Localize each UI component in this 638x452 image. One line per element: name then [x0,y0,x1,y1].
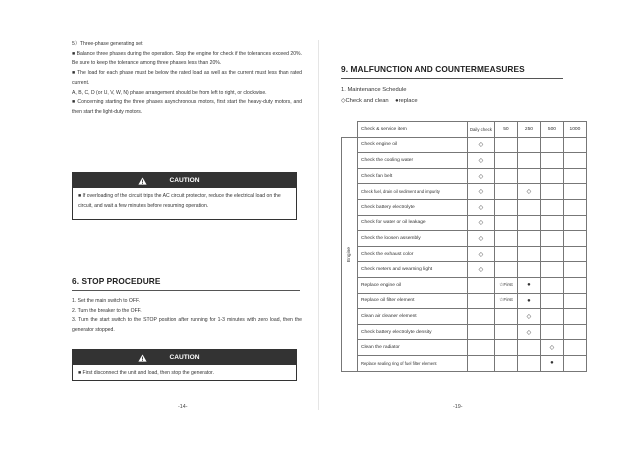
table-cell-mark [467,309,494,325]
caution-title: CAUTION [169,177,200,184]
table-cell-mark [540,184,563,200]
section9-rule [341,78,563,79]
table-row [342,199,587,215]
table-cell-mark: ◇ [467,184,494,200]
table-cell-mark [494,309,517,325]
schedule-subheading: 1. Maintenance Schedule [341,87,407,93]
table-cell-mark [540,231,563,247]
table-cell-mark [563,137,586,153]
table-cell-mark: ◇ [467,231,494,247]
stop-step-1: 1. Set the main switch to OFF. [72,298,140,304]
table-cell-mark [494,137,517,153]
table-cell-mark [563,199,586,215]
table-cell-mark [467,340,494,356]
table-cell-mark [517,355,540,371]
header-1000: 1000 [563,122,586,138]
table-row [342,168,587,184]
table-cell-mark: ◇ [467,199,494,215]
table-row [342,215,587,231]
caution-title: CAUTION [169,354,200,361]
table-cell-mark [563,309,586,325]
section5-text [72,40,302,118]
table-cell-mark [494,340,517,356]
header-250: 250 [517,122,540,138]
table-cell-mark [540,215,563,231]
table-cell-mark [494,262,517,278]
table-cell-mark [517,137,540,153]
page-number-left: -14- [178,404,188,410]
table-cell-mark [540,246,563,262]
table-cell-mark [540,137,563,153]
header-50: 50 [494,122,517,138]
section5-line-1: ■ Balance three phases during the operation. Stop the engine for check if the tolerances exceed 20%. Be sure to keep the tolerance among three phases less than 20%. [72,50,302,67]
table-cell-mark [494,231,517,247]
table-cell-mark [517,215,540,231]
caution-box-overload [72,172,297,220]
table-cell-item: Check for water or oil leakage [357,215,467,231]
table-cell-mark [563,168,586,184]
table-cell-mark [563,153,586,169]
table-cell-mark [494,153,517,169]
table-cell-mark [563,277,586,293]
table-cell-mark [494,199,517,215]
warning-icon [138,177,147,185]
table-cell-mark: ◇ [517,309,540,325]
table-cell-mark: ● [517,293,540,309]
section6-rule [72,290,300,291]
table-cell-mark [517,168,540,184]
table-row [342,137,587,153]
table-cell-mark [494,215,517,231]
table-cell-mark [517,262,540,278]
section5-line-2: ■ The load for each phase must be below the rated load as well as the current must less than rated current. [72,70,302,86]
table-cell-mark [494,184,517,200]
table-cell-mark [563,293,586,309]
table-cell-item: Check meters and wearning light [357,262,467,278]
table-cell-mark [467,293,494,309]
table-cell-mark: ◇ [467,153,494,169]
section6-title: 6. STOP PROCEDURE [72,276,161,286]
table-cell-mark [563,340,586,356]
caution-header [73,350,296,365]
table-cell-mark [467,324,494,340]
table-row [342,324,587,340]
table-cell-mark [563,355,586,371]
maintenance-schedule-table [341,121,587,372]
right-page [319,0,638,452]
table-cell-mark [540,324,563,340]
table-cell-item: Clean the radiator [357,340,467,356]
table-row [342,246,587,262]
warning-icon [138,354,147,362]
table-cell-mark: ● [540,355,563,371]
table-cell-mark [540,262,563,278]
table-cell-mark: ◇ [467,215,494,231]
table-cell-mark: ◇ [467,262,494,278]
table-cell-mark [563,324,586,340]
table-cell-mark: ☆First [494,277,517,293]
table-row [342,293,587,309]
table-row [342,262,587,278]
section6-steps [72,297,302,336]
table-cell-mark [540,168,563,184]
table-cell-mark: ◇ [467,137,494,153]
table-cell-mark [540,199,563,215]
table-header-row [342,122,587,138]
table-cell-mark [467,355,494,371]
table-cell-item: Replace sealing ring of fuel filter element [357,355,467,371]
table-cell-mark [517,340,540,356]
table-row [342,309,587,325]
table-row [342,277,587,293]
table-cell-mark [517,246,540,262]
table-cell-mark: ◇ [467,246,494,262]
table-cell-item: Check battery electrolyte density [357,324,467,340]
caution-box-stop [72,349,297,381]
table-row [342,355,587,371]
table-cell-mark [494,355,517,371]
table-cell-item: Check the exhaust color [357,246,467,262]
table-cell-mark [563,246,586,262]
table-cell-item: Check fan belt [357,168,467,184]
table-cell-mark: ◇ [540,340,563,356]
table-cell-mark [517,153,540,169]
table-cell-mark [467,277,494,293]
engine-group-cell [342,137,358,371]
table-cell-item: Check the cooling water [357,153,467,169]
table-cell-mark: ◇ [517,184,540,200]
table-cell-mark [540,309,563,325]
table-cell-mark [563,231,586,247]
table-cell-mark: ☆First [494,293,517,309]
table-row [342,231,587,247]
table-cell-mark [540,153,563,169]
table-row [342,153,587,169]
header-item: Check & service item [357,122,467,138]
section5-line-4: ■ Concerning starting the three phases asynchronous motors, first start the heavy-duty motors, and then start the light-duty motors. [72,99,302,115]
table-cell-mark: ◇ [517,324,540,340]
section5-heading: 5）Three-phase generating set [72,41,143,47]
table-cell-item: Check battery electrolyte [357,199,467,215]
engine-group-label: Engine [346,246,352,262]
stop-step-2: 2. Turn the breaker to the OFF. [72,307,142,314]
header-daily: Daily check [467,122,494,138]
table-cell-mark [540,277,563,293]
table-cell-mark [494,168,517,184]
table-cell-item: Check fuel, drain oil sediment and impurity [357,184,467,200]
table-cell-mark: ◇ [467,168,494,184]
section5-line-3: A, B, C, D (or U, V, W, N) phase arrangement should be from left to right, or clockwise. [72,89,267,96]
table-row [342,184,587,200]
table-cell-item: Replace engine oil [357,277,467,293]
table-cell-item: Clean air cleaner element [357,309,467,325]
table-cell-item: Replace oil filter element [357,293,467,309]
table-cell-item: Check the loosen assembly [357,231,467,247]
caution-text: ■ First disconnect the unit and load, then stop the generator. [78,370,214,376]
table-cell-mark: ● [517,277,540,293]
table-cell-mark [563,215,586,231]
table-cell-mark [563,184,586,200]
table-cell-mark [517,231,540,247]
table-cell-item: Check engine oil [357,137,467,153]
caution-text: ■ If overloading of the circuit trips the AC circuit protector, reduce the electrical load on the circuit, and wait a few minutes before resuming operation. [78,193,281,209]
table-cell-mark [517,199,540,215]
table-cell-mark [540,293,563,309]
schedule-legend: ◇Check and clean ●replace [341,98,418,104]
header-500: 500 [540,122,563,138]
stop-step-3: 3. Turn the start switch to the STOP position after running for 1-3 minutes with zero load, then the generator stopped. [72,317,302,334]
caution-header [73,173,296,188]
table-cell-mark [494,324,517,340]
table-cell-mark [563,262,586,278]
table-row [342,340,587,356]
table-cell-mark [494,246,517,262]
page-number-right: -19- [453,404,463,410]
section9-title: 9. MALFUNCTION AND COUNTERMEASURES [341,64,525,74]
